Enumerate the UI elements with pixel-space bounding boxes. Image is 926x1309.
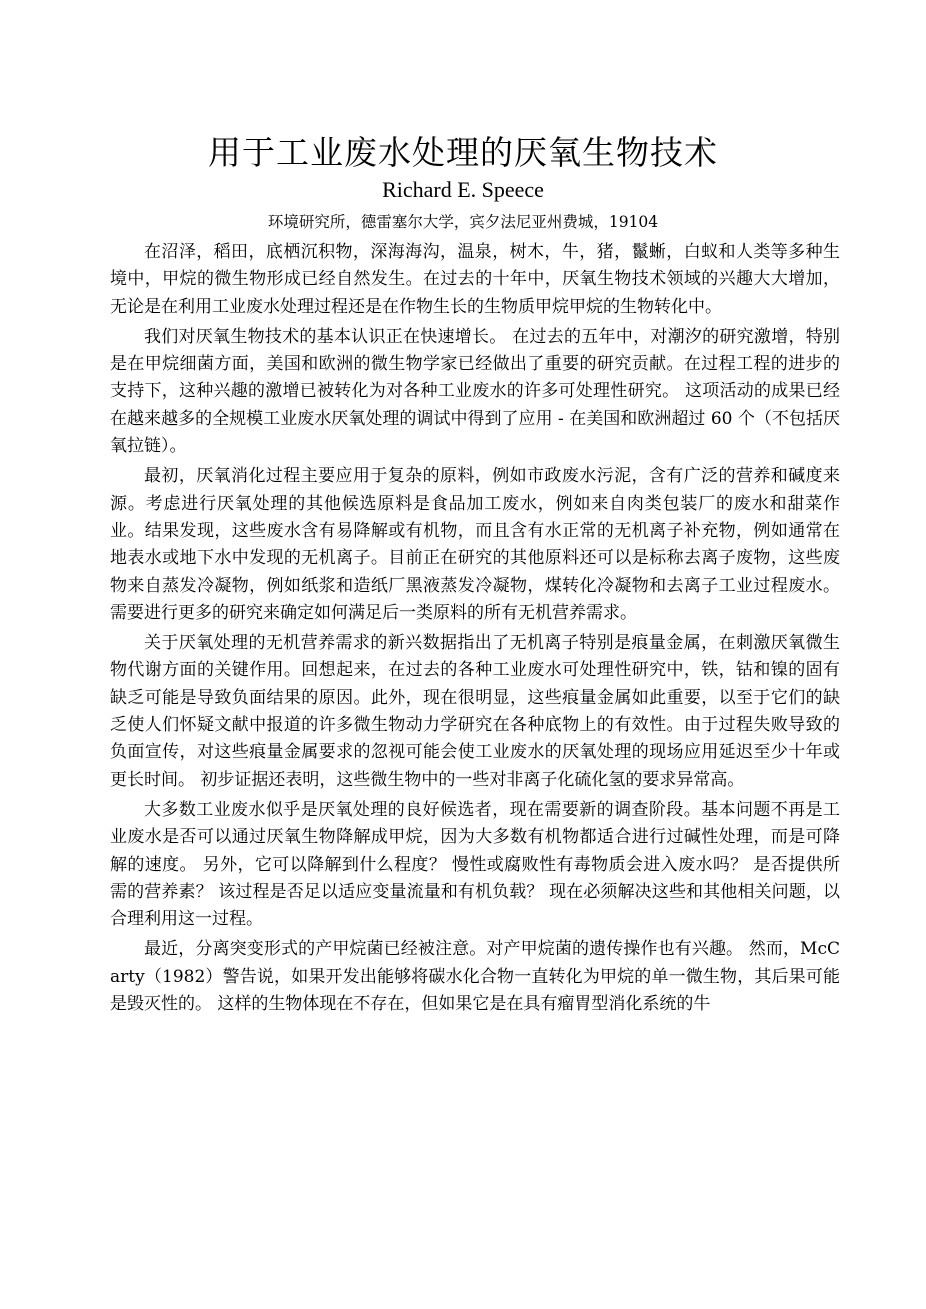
- paragraph-1: 在沼泽，稻田，底栖沉积物，深海海沟，温泉，树木，牛，猪，鬣蜥，白蚁和人类等多种生境中，甲烷的微生物形成已经自然发生。在过去的十年中，厌氧生物技术领域的兴趣大大增加，无论是在利用工业废水处理过程还是在作物生长的生物质甲烷甲烷的生物转化中。: [110, 242, 840, 317]
- paragraph-6: 最近，分离突变形式的产甲烷菌已经被注意。对产甲烷菌的遗传操作也有兴趣。 然而，McCarty（1982）警告说，如果开发出能够将碳水化合物一直转化为甲烷的单一微生物，其后果可能是毁灭性的。 这样的生物体现在不存在，但如果它是在具有瘤胃型消化系统的牛: [110, 939, 840, 1015]
- author-affiliation: 环境研究所，德雷塞尔大学，宾夕法尼亚州费城，19104: [267, 213, 659, 231]
- paragraph-5: 大多数工业废水似乎是厌氧处理的良好候选者，现在需要新的调查阶段。基本问题不再是工业废水是否可以通过厌氧生物降解成甲烷，因为大多数有机物都适合进行过碱性处理，而是可降解的速度。 另外，它可以降解到什么程度？ 慢性或腐败性有毒物质会进入废水吗？ 是否提供所需的营养素？ 该过程是否足以适应变量流量和有机负载？ 现在必须解决这些和其他相关问题，以合理利用这一过程。: [110, 799, 840, 930]
- author-name: Richard E. Speece: [382, 177, 544, 202]
- body-text: [110, 239, 840, 1021]
- paragraph-4: 关于厌氧处理的无机营养需求的新兴数据指出了无机离子特别是痕量金属，在刺激厌氧微生物代谢方面的关键作用。回想起来，在过去的各种工业废水可处理性研究中，铁，钴和镍的固有缺乏可能是导致负面结果的原因。此外，现在很明显，这些痕量金属如此重要，以至于它们的缺乏使人们怀疑文献中报道的许多微生物动力学研究在各种底物上的有效性。由于过程失败导致的负面宣传，对这些痕量金属要求的忽视可能会使工业废水的厌氧处理的现场应用延迟至少十年或更长时间。 初步证据还表明，这些微生物中的一些对非离子化硫化氢的要求异常高。: [110, 633, 840, 790]
- paper-title: 用于工业废水处理的厌氧生物技术: [208, 133, 718, 172]
- paragraph-3: 最初，厌氧消化过程主要应用于复杂的原料，例如市政废水污泥，含有广泛的营养和碱度来源。考虑进行厌氧处理的其他候选原料是食品加工废水，例如来自肉类包装厂的废水和甜菜作业。结果发现，这些废水含有易降解或有机物，而且含有水正常的无机离子补充物，例如通常在地表水或地下水中发现的无机离子。目前正在研究的其他原料还可以是标称去离子废物，这些废物来自蒸发冷凝物，例如纸浆和造纸厂黑液蒸发冷凝物，煤转化冷凝物和去离子工业过程废水。需要进行更多的研究来确定如何满足后一类原料的所有无机营养需求。: [110, 466, 840, 623]
- paragraph-2: 我们对厌氧生物技术的基本认识正在快速增长。 在过去的五年中，对潮汐的研究激增，特别是在甲烷细菌方面，美国和欧洲的微生物学家已经做出了重要的研究贡献。在过程工程的进步的支持下，这种兴趣的激增已被转化为对各种工业废水的许多可处理性研究。 这项活动的成果已经在越来越多的全规模工业废水厌氧处理的调试中得到了应用 - 在美国和欧洲超过 60 个（不包括厌氧拉链）。: [110, 326, 840, 457]
